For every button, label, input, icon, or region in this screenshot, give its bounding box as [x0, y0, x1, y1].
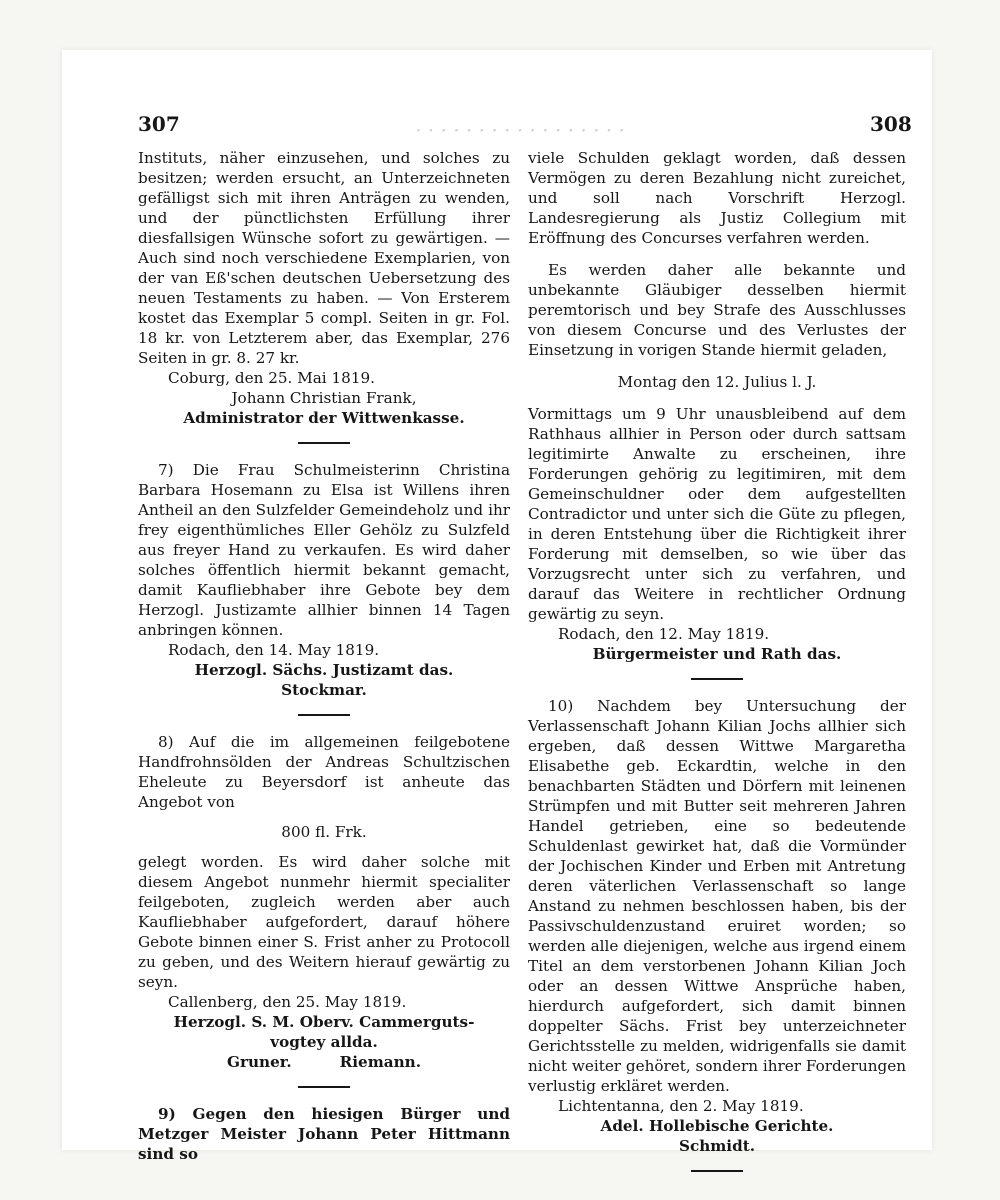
page-number-right: 308: [870, 112, 912, 136]
notice-9-authority: Bürgermeister und Rath das.: [592, 645, 842, 663]
notice-8-amount: 800 fl. Frk.: [281, 823, 367, 841]
section-divider: [298, 442, 350, 444]
notice-9-cont-text-3: Vormittags um 9 Uhr unausbleibend auf dem Rathhaus allhier in Person oder durch sattsam legitimirte Anwalte zu erscheinen, ihre Forderungen gehörig zu legitimiren, mit dem Gemeinschuldner oder dem aufgestellten Contradictor und unter sich die Güte zu pflegen, in deren Entstehung über die Richtigkeit ihrer Forderung mit demselben, so wie über das Vorzugsrecht unter sich zu verfahren, und darauf das Weitere in rechtlicher Ordnung gewärtig zu seyn.: [528, 405, 906, 623]
right-column: [528, 148, 906, 1188]
intro-signer: Johann Christian Frank,: [231, 389, 417, 407]
intro-notice: [138, 148, 510, 428]
section-divider: [691, 678, 743, 680]
notice-9-hearing-date: Montag den 12. Julius l. J.: [617, 373, 817, 391]
notice-8-place-date: Callenberg, den 25. May 1819.: [168, 993, 407, 1011]
notice-9-continued: [528, 148, 906, 664]
notice-8-name-2: Riemann.: [339, 1053, 421, 1071]
notice-9-cont-text: viele Schulden geklagt worden, daß dessen Vermögen zu deren Bezahlung nicht zureichet, und soll nach Vorschrift Herzogl. Landesregierung als Justiz Collegium mit Eröffnung des Concurses verfahren werden.: [528, 149, 906, 247]
intro-place-date: Coburg, den 25. Mai 1819.: [168, 369, 375, 387]
intro-text: Instituts, näher einzusehen, und solches zu besitzen; werden ersucht, an Unterzeichneten gefälligst sich mit ihren Anträgen zu wenden, und der pünctlichsten Erfüllung ihrer diesfallsigen Wünsche sofort zu gewärtigen. — Auch sind noch verschiedene Exemplarien, von der van Eß'schen deutschen Uebersetzung des neuen Testaments zu haben. — Von Ersterem kostet das Exemplar 5 compl. Seiten in gr. Fol. 18 kr. von Letzterem aber, das Exemplar, 276 Seiten in gr. 8. 27 kr.: [138, 149, 510, 367]
notice-8-names: [138, 1052, 510, 1072]
section-divider: [298, 1086, 350, 1088]
notice-8-text: 8) Auf die im allgemeinen feilgebotene Handfrohnsölden der Andreas Schultzischen Eheleute zu Beyersdorf ist anheute das Angebot von: [138, 733, 510, 811]
notice-9: [138, 1104, 510, 1164]
notice-10: [528, 696, 906, 1156]
notice-8-name-1: Gruner.: [227, 1053, 292, 1071]
notice-10-name: Schmidt.: [678, 1137, 756, 1155]
section-divider: [691, 1170, 743, 1172]
notice-8-text2: gelegt worden. Es wird daher solche mit diesem Angebot nunmehr hiermit specialiter feilgeboten, zugleich werden aber auch Kaufliebhaber aufgefordert, darauf höhere Gebote binnen einer S. Frist anher zu Protocoll zu geben, und des Weitern hierauf gewärtig zu seyn.: [138, 853, 510, 991]
notice-7-text: 7) Die Frau Schulmeisterinn Christina Barbara Hosemann zu Elsa ist Willens ihren Antheil an den Sulzfelder Gemeindeholz und ihr frey eigenthümliches Eller Gehölz zu Sulzfeld aus freyer Hand zu verkaufen. Es wird daher solches öffentlich hiermit bekannt gemacht, damit Kaufliebhaber ihre Gebote bey dem Herzogl. Justizamte allhier binnen 14 Tagen anbringen können.: [138, 461, 510, 639]
notice-8: [138, 732, 510, 1072]
notice-9-cont-text-2: Es werden daher alle bekannte und unbekannte Gläubiger desselben hiermit peremtorisch und bey Strafe des Ausschlusses von diesem Concurse und des Verlustes der Einsetzung in vorigen Stande hiermit geladen,: [528, 261, 906, 359]
notice-7-authority: Herzogl. Sächs. Justizamt das.: [194, 661, 454, 679]
notice-8-authority: Herzogl. S. M. Oberv. Cammerguts-: [173, 1013, 475, 1031]
notice-10-authority: Adel. Hollebische Gerichte.: [600, 1117, 834, 1135]
left-column: [138, 148, 510, 1164]
notice-9-place-date: Rodach, den 12. May 1819.: [558, 625, 770, 643]
notice-9-text: 9) Gegen den hiesigen Bürger und Metzger Meister Johann Peter Hittmann sind so: [138, 1105, 510, 1163]
section-divider: [298, 714, 350, 716]
notice-10-place-date: Lichtentanna, den 2. May 1819.: [558, 1097, 804, 1115]
notice-10-text: 10) Nachdem bey Untersuchung der Verlassenschaft Johann Kilian Jochs allhier sich ergeben, daß dessen Wittwe Margaretha Elisabethe geb. Eckardtin, welche in den benachbarten Städten und Dörfern mit leinenen Strümpfen und mit Butter seit mehreren Jahren Handel getrieben, eine so bedeutende Schuldenlast gewirket hat, daß die Vormünder der Jochischen Kinder und Erben mit Antretung deren väterlichen Verlassenschaft so lange Anstand zu nehmen beschlossen haben, bis der Passivschuldenzustand eruiret worden; so werden alle diejenigen, welche aus irgend einem Titel an dem verstorbenen Johann Kilian Joch oder an dessen Wittwe Ansprüche haben, hierdurch aufgefordert, sich damit binnen doppelter Sächs. Frist bey unterzeichneter Gerichtsstelle zu melden, widrigenfalls sie damit nicht weiter gehöret, sondern ihrer Forderungen verlustig erkläret werden.: [528, 697, 906, 1095]
faded-running-head: · · · · · · · · · · · · · · · · ·: [415, 118, 625, 142]
intro-office: Administrator der Wittwenkasse.: [183, 409, 465, 427]
notice-7-place-date: Rodach, den 14. May 1819.: [168, 641, 380, 659]
notice-7-name: Stockmar.: [281, 681, 367, 699]
notice-8-authority-2: vogtey allda.: [270, 1033, 378, 1051]
page-number-left: 307: [138, 112, 180, 136]
notice-7: [138, 460, 510, 700]
